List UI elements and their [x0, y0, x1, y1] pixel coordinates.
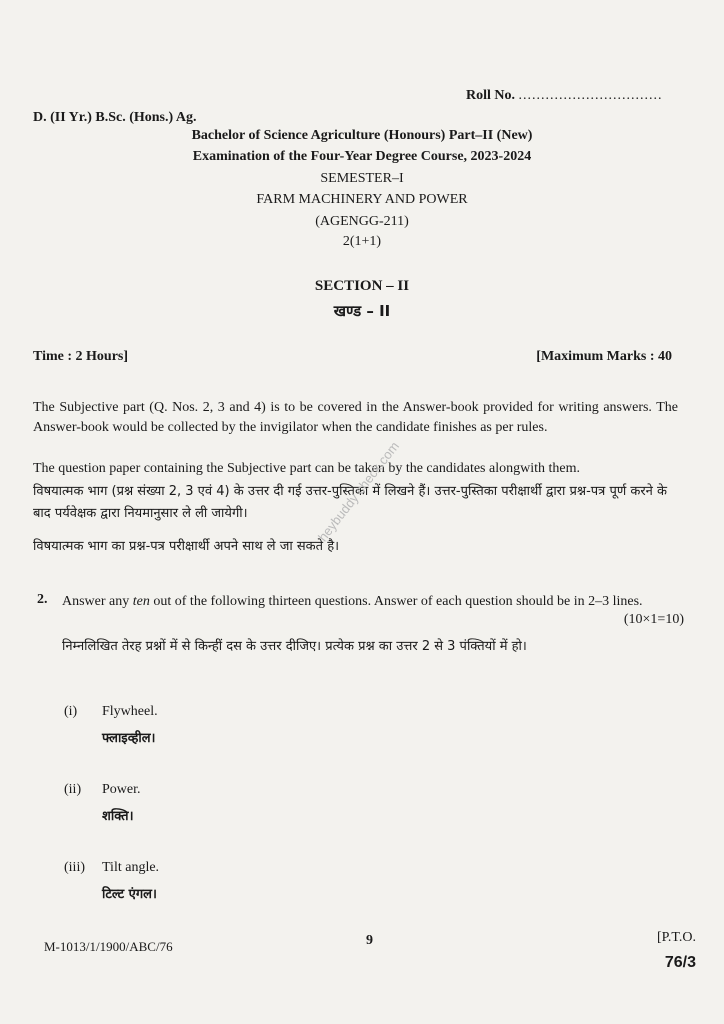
item-number: (i) — [64, 704, 78, 719]
question-text-hindi: निम्नलिखित तेरह प्रश्नों में से किन्हीं दस के उत्तर दीजिए। प्रत्येक प्रश्न का उत्तर 2 से 3 पंक्तियों में हो। — [62, 639, 527, 654]
roll-dots: ................................ — [518, 88, 663, 103]
instruction-hindi-1: विषयात्मक भाग (प्रश्न संख्या 2, 3 एवं 4) के उत्तर दी गई उत्तर-पुस्तिका में लिखने हैं। उत्तर-पुस्तिका परीक्षार्थी द्वारा प्रश्न-पत्र पूर्ण करने के बाद पर्यवेक्षक द्वारा नियमानुसार ले ली जायेगी। — [33, 484, 668, 521]
roll-label: Roll No. — [466, 88, 515, 103]
section-title-hindi: खण्ड – II — [333, 302, 391, 320]
question-text-end: out of the following thirteen questions. Answer of each question should be in 2–3 lines. — [149, 594, 643, 609]
item-text-hindi: फ्लाइव्हील। — [102, 731, 156, 746]
pto-note: [P.T.O. — [656, 930, 696, 945]
question-text-emphasis: ten — [132, 594, 150, 609]
watermark: heybuddy check.com — [315, 438, 403, 545]
item-text-hindi: शक्ति। — [102, 809, 134, 824]
item-number: (iii) — [64, 860, 85, 875]
item-text: Power. — [102, 782, 141, 797]
question-number: 2. — [37, 592, 48, 607]
instruction-hindi-2: विषयात्मक भाग का प्रश्न-पत्र परीक्षार्थी अपने साथ ले जा सकते है। — [33, 539, 340, 554]
program-title: Bachelor of Science Agriculture (Honours) Part–II (New) — [191, 128, 533, 143]
question-text — [62, 591, 684, 612]
time-allowed: Time : 2 Hours] — [33, 349, 129, 364]
credits: 2(1+1) — [342, 234, 382, 249]
degree-code: D. (II Yr.) B.Sc. (Hons.) Ag. — [33, 110, 197, 125]
roll-number-field — [466, 88, 663, 104]
item-text-hindi: टिल्ट एंगल। — [102, 887, 157, 902]
instruction-paragraph-1: The Subjective part (Q. Nos. 2, 3 and 4) is to be covered in the Answer-book provided for writing answers. The Answer-book would be collected by the invigilator when the candidate finishes as per rules. — [33, 400, 678, 435]
section-title: SECTION – II — [314, 278, 410, 294]
maximum-marks: [Maximum Marks : 40 — [536, 349, 672, 364]
item-text: Flywheel. — [102, 704, 158, 719]
item-number: (ii) — [64, 782, 82, 797]
subject-title: FARM MACHINERY AND POWER — [256, 192, 468, 207]
question-item — [64, 860, 160, 902]
paper-code: M-1013/1/1900/ABC/76 — [44, 939, 173, 954]
exam-title: Examination of the Four-Year Degree Course, 2023-2024 — [192, 149, 532, 164]
question-text-start: Answer any — [62, 594, 133, 609]
semester: SEMESTER–I — [320, 171, 404, 186]
question-marks: (10×1=10) — [623, 612, 684, 627]
item-text: Tilt angle. — [102, 860, 160, 875]
question-item — [64, 782, 141, 824]
page-number: 9 — [366, 933, 373, 948]
page-code: 76/3 — [664, 954, 696, 971]
instruction-paragraph-2: The question paper containing the Subjective part can be taken by the candidates alongwith them. — [33, 461, 580, 476]
question-item — [64, 704, 158, 746]
course-code: (AGENGG-211) — [315, 214, 409, 229]
